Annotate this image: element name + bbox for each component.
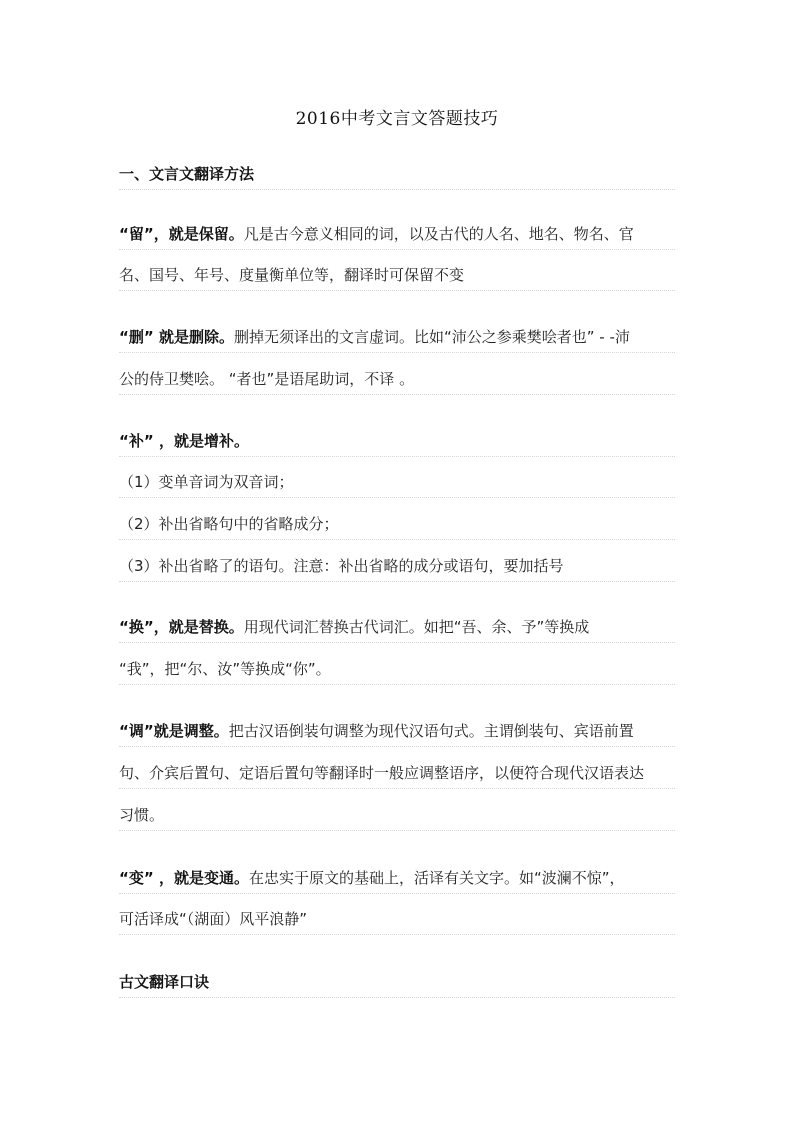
dotted-rule: [119, 788, 675, 789]
paragraph-tiao-line2: 句、介宾后置句、定语后置句等翻译时一般应调整语序，以便符合现代汉语表达: [119, 764, 645, 782]
dotted-rule: [119, 642, 675, 643]
term-tiao: “调”就是调整。: [119, 722, 229, 740]
dotted-rule: [119, 189, 675, 190]
section-heading-translation-mnemonic: 古文翻译口诀: [119, 973, 210, 991]
dotted-rule: [119, 394, 675, 395]
dotted-rule: [119, 249, 675, 250]
list-item-bu-1: （1）变单音词为双音词；: [119, 473, 294, 491]
paragraph-huan-line1: [119, 615, 679, 639]
paragraph-tiao-line3: 习惯。: [119, 806, 165, 824]
dotted-rule: [119, 581, 675, 582]
term-shan: “删” 就是删除。: [119, 328, 234, 346]
dotted-rule: [119, 997, 675, 998]
paragraph-bian-line1: [119, 866, 679, 890]
dotted-rule: [119, 830, 675, 831]
paragraph-text: 把古汉语倒装句调整为现代汉语句式。主谓倒装句、宾语前置: [228, 722, 634, 740]
section-heading-translation-methods: 一、文言文翻译方法: [119, 165, 255, 183]
paragraph-huan-line2: “我”，把“尔、汝”等换成“你”。: [119, 660, 331, 678]
paragraph-liu-line1: [119, 222, 679, 246]
term-bu: “补” ，就是增补。: [119, 432, 249, 450]
paragraph-tiao-line1: [119, 719, 679, 743]
term-huan: “换”，就是替换。: [119, 618, 244, 636]
paragraph-shan-line1: [119, 325, 679, 349]
paragraph-bu-heading: [119, 429, 679, 453]
list-item-bu-3: （3）补出省略了的语句。注意：补出省略的成分或语句，要加括号: [119, 557, 564, 575]
paragraph-text: 用现代词汇替换古代词汇。如把“吾、余、予”等换成: [243, 618, 590, 636]
dotted-rule: [119, 290, 675, 291]
paragraph-shan-line2: 公的侍卫樊哙。 “者也”是语尾助词，不译 。: [119, 370, 415, 388]
page-title: 2016中考文言文答题技巧: [295, 109, 499, 129]
paragraph-text: 删掉无须译出的文言虚词。比如“沛公之参乘樊哙者也” - -沛: [233, 328, 630, 346]
dotted-rule: [119, 352, 675, 353]
paragraph-liu-line2: 名、国号、年号、度量衡单位等，翻译时可保留不变: [119, 266, 465, 284]
dotted-rule: [119, 746, 675, 747]
list-item-bu-2: （2）补出省略句中的省略成分；: [119, 515, 339, 533]
dotted-rule: [119, 934, 675, 935]
dotted-rule: [119, 497, 675, 498]
paragraph-bian-line2: 可活译成“（湖面）风平浪静”: [119, 910, 308, 928]
paragraph-text: 在忠实于原文的基础上，活译有关文字。如“波澜不惊”，: [248, 869, 625, 887]
term-bian: “变” ，就是变通。: [119, 869, 249, 887]
dotted-rule: [119, 456, 675, 457]
dotted-rule: [119, 893, 675, 894]
dotted-rule: [119, 684, 675, 685]
dotted-rule: [119, 539, 675, 540]
paragraph-text: 凡是古今意义相同的词，以及古代的人名、地名、物名、官: [243, 225, 634, 243]
term-liu: “留”，就是保留。: [119, 225, 244, 243]
